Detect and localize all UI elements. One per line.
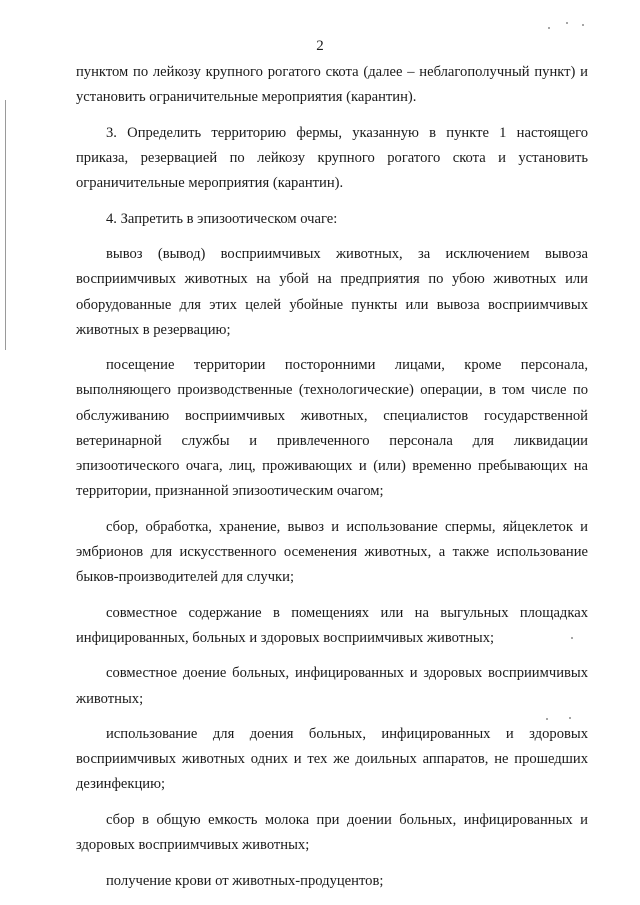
prohibition-item: совместное доение больных, инфицированных и здоровых восприимчивых животных; xyxy=(76,665,588,707)
paragraph-item-3: 3. Определить территорию фермы, указанную в пункте 1 настоящего приказа, резервацией по лейкозу крупного рогатого скота и установить ограничительные мероприятия (карантин). xyxy=(76,124,588,192)
prohibition-item: сбор в общую емкость молока при доении больных, инфицированных и здоровых восприимчивых животных; xyxy=(76,811,588,854)
paragraph-item-4-heading: 4. Запретить в эпизоотическом очаге: xyxy=(106,210,338,227)
prohibition-item: использование для доения больных, инфицированных и здоровых восприимчивых животных одних и тех же доильных аппаратов, не прошедших дезинфекцию; xyxy=(76,726,588,793)
prohibition-item: вывоз (вывод) восприимчивых животных, за исключением вывоза восприимчивых животных на убой на предприятия по убою животных или оборудованные для этих целей убойные пункты или вывоза восприимчивых животных в резервацию; xyxy=(76,246,588,338)
scan-edge-line xyxy=(5,100,6,350)
prohibition-item: сбор, обработка, хранение, вывоз и использование спермы, яйцеклеток и эмбрионов для искусственного осеменения животных, а также использование быков-производителей для случки; xyxy=(76,518,588,586)
scan-speck xyxy=(582,24,584,26)
prohibition-item: совместное содержание в помещениях или на выгульных площадках инфицированных, больных и здоровых восприимчивых животных; xyxy=(76,604,588,646)
scan-speck xyxy=(548,27,550,29)
paragraph-continuation: пунктом по лейкозу крупного рогатого скота (далее – неблагополучный пункт) и установить ограничительные мероприятия (карантин). xyxy=(76,64,588,106)
scan-speck xyxy=(566,22,568,24)
prohibition-item: получение крови от животных-продуцентов; xyxy=(106,872,384,889)
prohibition-item: посещение территории посторонними лицами, кроме персонала, выполняющего производственные (технологические) операции, в том числе по обслуживанию восприимчивых животных, специалистов государственной ветеринарной службы и привлеченного персонала для ликвидации эпизоотического очага, лиц, проживающих и (или) временно пребывающих на территории, признанной эпизоотическим очагом; xyxy=(76,357,588,500)
page-number: 2 xyxy=(316,38,324,54)
document-body xyxy=(76,60,588,904)
